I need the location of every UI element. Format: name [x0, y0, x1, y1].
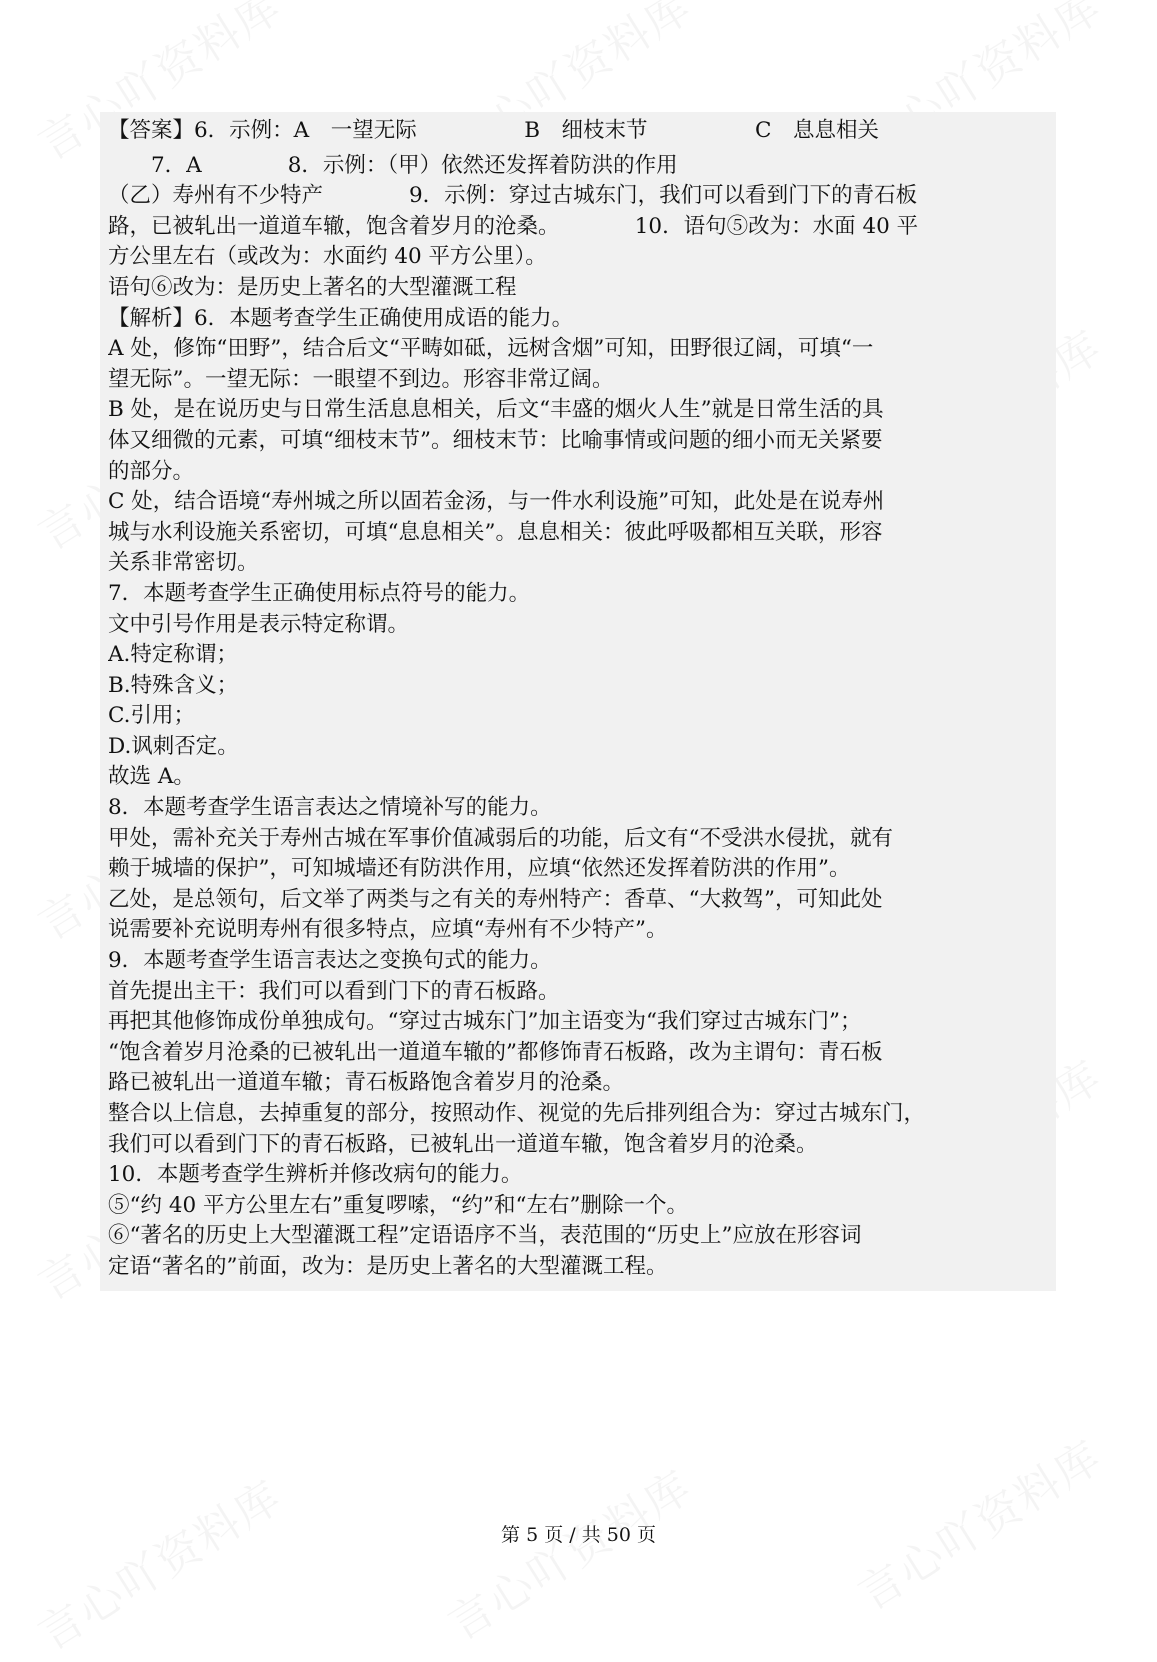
analysis-line: 8．本题考查学生语言表达之情境补写的能力。	[108, 795, 552, 821]
analysis-line: 10．本题考查学生辨析并修改病句的能力。	[108, 1162, 523, 1188]
analysis-line: 【解析】6．本题考查学生正确使用成语的能力。	[108, 305, 574, 331]
analysis-line: 文中引号作用是表示特定称谓。	[108, 611, 410, 637]
analysis-line: B 处，是在说历史与日常生活息息相关，后文“丰盛的烟火人生”就是日常生活的具	[108, 397, 884, 423]
answer-line: （乙）寿州有不少特产 9．示例：穿过古城东门，我们可以看到门下的青石板	[108, 183, 918, 209]
analysis-line: “饱含着岁月沧桑的已被轧出一道道车辙的”都修饰青石板路，改为主谓句：青石板	[108, 1039, 883, 1065]
analysis-line: A.特定称谓；	[108, 642, 238, 668]
watermark	[24, 1462, 292, 1662]
analysis-line: 再把其他修饰成份单独成句。“穿过古城东门”加主语变为“我们穿过古城东门”；	[108, 1009, 862, 1035]
analysis-line: 首先提出主干：我们可以看到门下的青石板路。	[108, 978, 560, 1004]
analysis-line: 体又细微的元素，可填“细枝末节”。细枝末节：比喻事情或问题的细小而无关紧要	[108, 427, 883, 453]
analysis-line: 甲处，需补充关于寿州古城在军事价值减弱后的功能，后文有“不受洪水侵扰，就有	[108, 825, 893, 851]
analysis-line: A 处，修饰“田野”，结合后文“平畴如砥，远树含烟”可知，田野很辽阔，可填“一	[108, 336, 874, 362]
analysis-line: B.特殊含义；	[108, 672, 239, 698]
analysis-line: ⑤“约 40 平方公里左右”重复啰嗦，“约”和“左右”删除一个。	[108, 1192, 688, 1218]
analysis-line: D.讽刺否定。	[108, 733, 239, 759]
analysis-line: 9．本题考查学生语言表达之变换句式的能力。	[108, 948, 552, 974]
analysis-line: 城与水利设施关系密切，可填“息息相关”。息息相关：彼此呼吸都相互关联，形容	[108, 519, 883, 545]
analysis-line: 望无际”。一望无际：一眼望不到边。形容非常辽阔。	[108, 366, 614, 392]
analysis-line: C.引用；	[108, 703, 196, 729]
analysis-line: ⑥“著名的历史上大型灌溉工程”定语语序不当，表范围的“历史上”应放在形容词	[108, 1223, 862, 1249]
answer-line: 方公里左右（或改为：水面约 40 平方公里）。	[108, 244, 547, 270]
analysis-line: 乙处，是总领句，后文举了两类与之有关的寿州特产：香草、“大救驾”，可知此处	[108, 886, 883, 912]
analysis-line: 7．本题考查学生正确使用标点符号的能力。	[108, 580, 531, 606]
answer-line: 【答案】6．示例：A 一望无际 B 细枝末节 C 息息相关	[108, 118, 879, 143]
analysis-line: 说需要补充说明寿州有很多特点，应填“寿州有不少特产”。	[108, 917, 668, 943]
analysis-line: 我们可以看到门下的青石板路，已被轧出一道道车辙，饱含着岁月的沧桑。	[108, 1131, 818, 1157]
analysis-line: 路已被轧出一道道车辙；青石板路饱含着岁月的沧桑。	[108, 1070, 625, 1096]
analysis-line: 故选 A。	[108, 764, 195, 790]
watermark	[434, 1452, 702, 1653]
answer-line: 7．A 8．示例：（甲）依然还发挥着防洪的作用	[108, 152, 678, 178]
answer-line: 语句⑥改为：是历史上著名的大型灌溉工程	[108, 274, 517, 300]
analysis-line: 定语“著名的”前面，改为：是历史上著名的大型灌溉工程。	[108, 1253, 668, 1279]
analysis-line: 赖于城墙的保护”，可知城墙还有防洪作用，应填“依然还发挥着防洪的作用”。	[108, 856, 851, 882]
page-number-footer: 第 5 页 / 共 50 页	[501, 1524, 656, 1546]
answer-line: 路，已被轧出一道道车辙，饱含着岁月的沧桑。 10．语句⑤改为：水面 40 平	[108, 213, 919, 239]
analysis-line: C 处，结合语境“寿州城之所以固若金汤，与一件水利设施”可知，此处是在说寿州	[108, 489, 885, 515]
analysis-line: 整合以上信息，去掉重复的部分，按照动作、视觉的先后排列组合为：穿过古城东门，	[108, 1101, 926, 1126]
analysis-line: 的部分。	[108, 458, 195, 484]
analysis-line: 关系非常密切。	[108, 550, 259, 576]
answer-analysis-block	[100, 112, 1056, 1291]
